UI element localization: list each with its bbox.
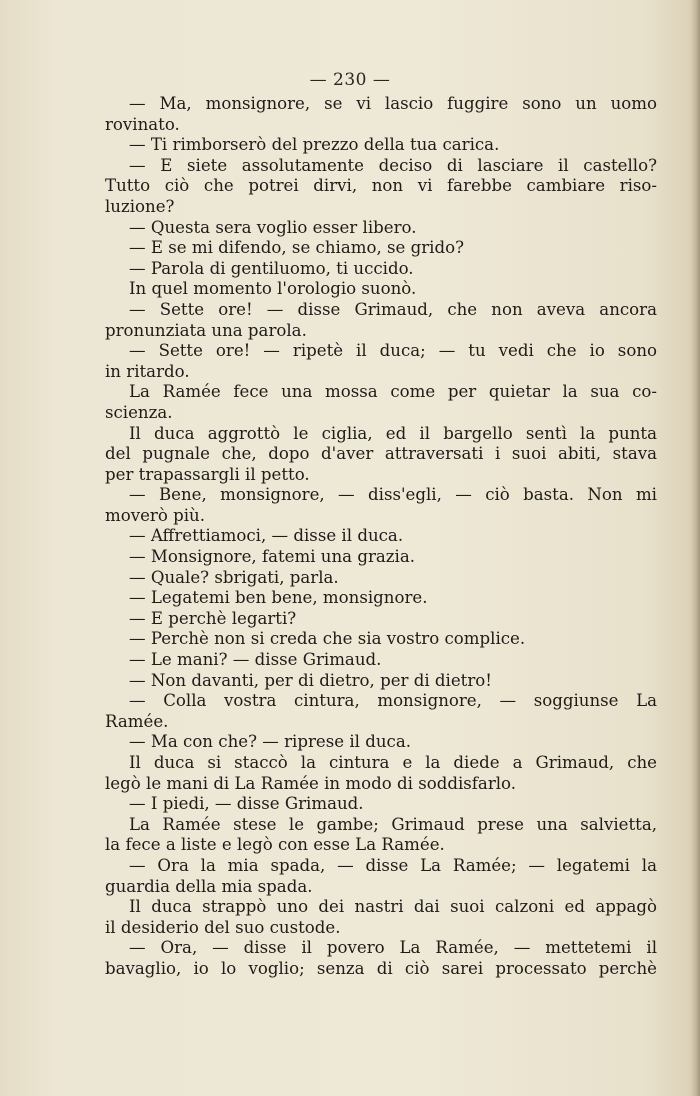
text-line: Il duca strappò uno dei nastri dai suoi calzoni ed appagò — [129, 897, 657, 917]
text-line: guardia della mia spada. — [105, 876, 313, 896]
text-line: — Ma con che? — riprese il duca. — [129, 732, 411, 752]
text-line: La Ramée stese le gambe; Grimaud prese una salvietta, — [129, 814, 657, 834]
text-line: — Le mani? — disse Grimaud. — [129, 650, 382, 670]
text-line: il desiderio del suo custode. — [105, 917, 341, 937]
text-line: — Sette ore! — disse Grimaud, che non aveva ancora — [129, 299, 657, 319]
text-line: rovinato. — [105, 114, 180, 134]
text-line: — Ma, monsignore, se vi lascio fuggire sono un uomo — [129, 94, 657, 113]
text-line: Il duca si staccò la cintura e la diede a Grimaud, che — [129, 753, 657, 772]
text-line: — E siete assolutamente deciso di lasciare il castello? — [129, 155, 657, 175]
text-line: In quel momento l'orologio suonò. — [129, 279, 417, 299]
text-line: — Perchè non si creda che sia vostro complice. — [129, 629, 526, 649]
text-line: — Sette ore! — ripetè il duca; — tu vedi che io sono — [129, 341, 657, 361]
body-text — [105, 94, 657, 980]
text-line: — Quale? sbrigati, parla. — [129, 567, 339, 587]
text-line: — Ora, — disse il povero La Ramée, — mettetemi il — [129, 938, 657, 958]
text-line: — Non davanti, per di dietro, per di dietro! — [129, 670, 492, 690]
text-line: — I piedi, — disse Grimaud. — [129, 794, 364, 814]
text-line: — Ora la mia spada, — disse La Ramée; — legatemi la — [129, 855, 657, 875]
text-line: — Legatemi ben bene, monsignore. — [129, 588, 428, 608]
text-line: del pugnale che, dopo d'aver attraversati i suoi abiti, stava — [105, 444, 657, 464]
text-line: bavaglio, io lo voglio; senza di ciò sarei processato perchè — [105, 958, 657, 978]
text-line: — E se mi difendo, se chiamo, se grido? — [129, 238, 464, 258]
text-line: — Questa sera voglio esser libero. — [129, 217, 417, 237]
page-edge-shadow — [690, 0, 700, 1096]
text-line: Il duca aggrottò le ciglia, ed il bargello sentì la punta — [129, 423, 657, 443]
text-line: — Parola di gentiluomo, ti uccido. — [129, 258, 414, 278]
text-line: La Ramée fece una mossa come per quietar la sua co- — [129, 382, 657, 402]
text-line: legò le mani di La Ramée in modo di soddisfarlo. — [105, 773, 517, 793]
text-line: in ritardo. — [105, 361, 190, 381]
text-line: — Colla vostra cintura, monsignore, — soggiunse La — [129, 691, 657, 711]
text-line: Ramée. — [105, 711, 169, 731]
text-line: — E perchè legarti? — [129, 608, 297, 628]
page-number: — 230 — — [309, 70, 391, 90]
text-line: moverò più. — [105, 505, 206, 525]
text-line: — Monsignore, fatemi una grazia. — [129, 547, 416, 567]
text-line: — Affrettiamoci, — disse il duca. — [129, 526, 404, 546]
text-line: — Bene, monsignore, — diss'egli, — ciò basta. Non mi — [129, 485, 657, 505]
text-line: — Ti rimborserò del prezzo della tua carica. — [129, 135, 500, 155]
text-line: luzione? — [105, 196, 175, 216]
text-line: scienza. — [105, 402, 173, 422]
text-line: per trapassargli il petto. — [105, 464, 310, 484]
text-line: la fece a liste e legò con esse La Ramée. — [105, 835, 445, 855]
text-line: Tutto ciò che potrei dirvi, non vi farebbe cambiare riso- — [105, 176, 657, 196]
text-line: pronunziata una parola. — [105, 320, 307, 340]
